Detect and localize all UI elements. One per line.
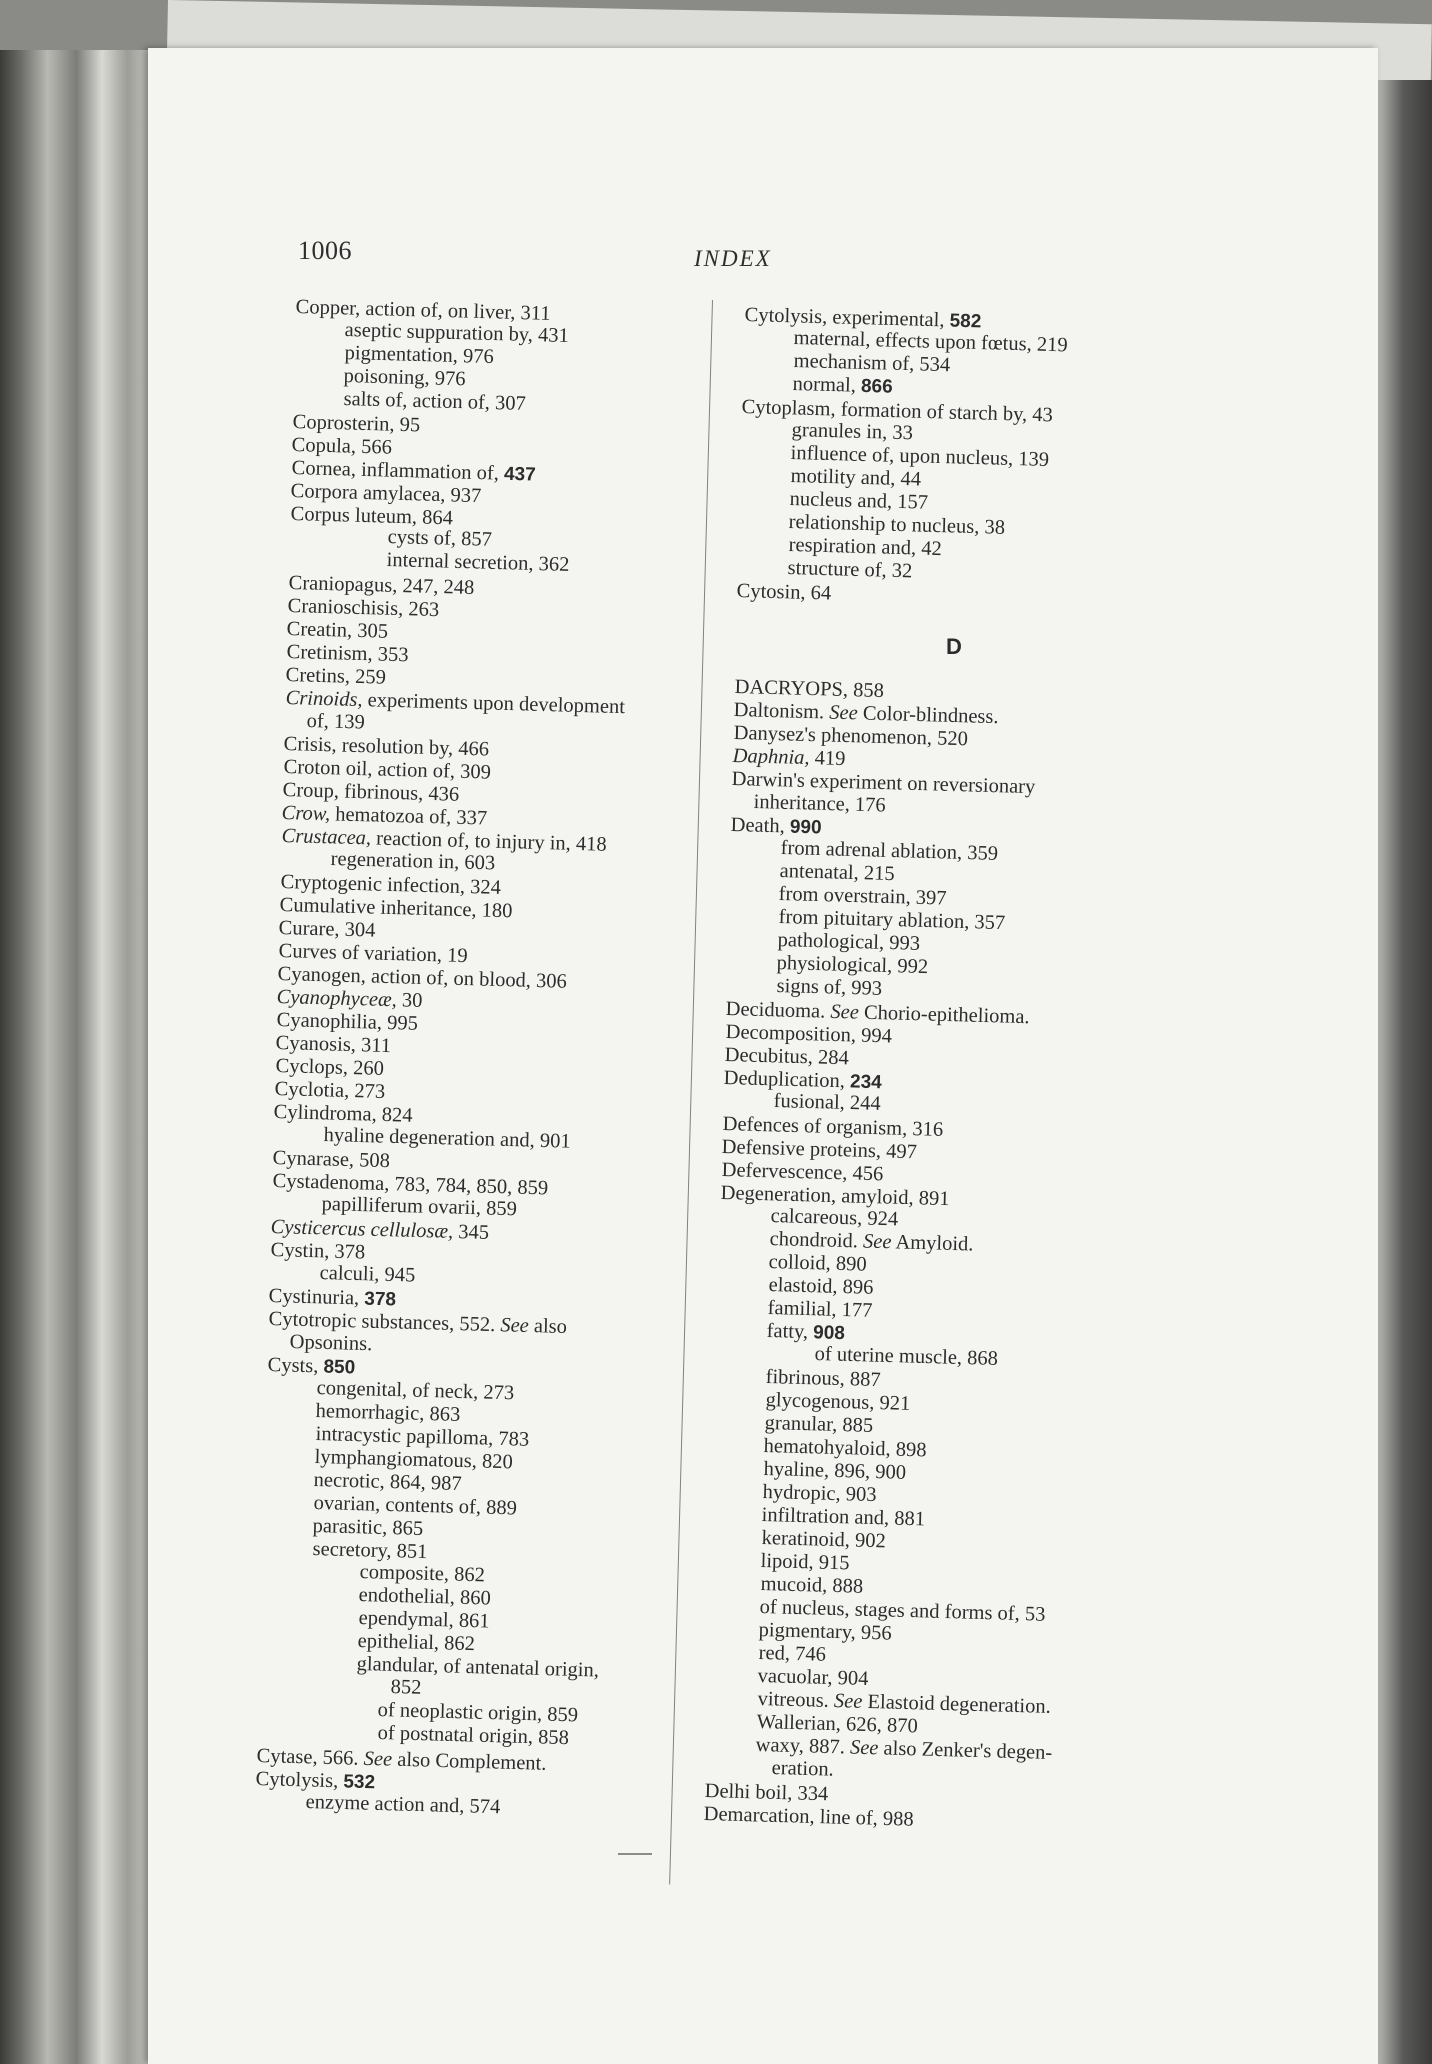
entry-see-target: Color-blindness. [857,702,1000,729]
entry-text: internal secretion, 362 [386,549,570,576]
entry-text: Corpora amylacea, 937 [290,480,482,508]
entry-text: granules in, 33 [791,419,914,445]
entry-text: granular, 885 [764,1412,874,1437]
page-number: 1006 [298,236,352,265]
entry-text: reaction of, to injury in, 418 [370,827,607,856]
entry-text: Defensive proteins, 497 [721,1136,918,1164]
entry-text: Death, [730,814,791,838]
entry-text: from pituitary ablation, 357 [778,906,1006,935]
index-entry [287,618,389,644]
index-entry [359,1561,485,1587]
entry-text: mechanism of, 534 [793,350,951,377]
entry-text: structure of, 32 [787,557,913,583]
entry-bold-page: 437 [503,463,536,486]
entry-text: Curare, 304 [278,917,377,942]
entry-text: mucoid, 888 [760,1573,864,1598]
entry-text: of nucleus, stages and forms of, 53 [759,1596,1046,1626]
entry-text: Cystinuria, [268,1285,366,1310]
entry-text: Cysts, [266,1354,324,1378]
entry-text: Deduplication, [723,1067,851,1093]
entry-see-ref: See [499,1314,529,1338]
entry-text: Creatin, 305 [286,618,389,643]
entry-text: hematohyaloid, 898 [763,1435,928,1462]
index-entry [770,1205,898,1231]
index-entry [730,814,821,839]
entry-text: Opsonins. [289,1331,373,1356]
entry-text: enzyme action and, 574 [305,1791,501,1819]
entry-italic-term: Crinoids, [284,687,363,712]
index-entry [390,1676,421,1700]
entry-text: salts of, action of, 307 [343,388,526,415]
index-entry [331,848,496,875]
entry-text: Coprosterin, 95 [292,411,421,437]
entry-bold-page: 866 [860,375,893,398]
index-entry [814,1343,998,1371]
entry-text: hematozoa of, 337 [330,803,488,830]
entry-text: physiological, 992 [776,952,929,979]
entry-text: infiltration and, 881 [761,1504,926,1531]
entry-text: Cytoplasm, formation of starch by, 43 [741,396,1054,427]
entry-italic-term: Cyanophyceæ, [276,986,398,1012]
entry-text: pathological, 993 [777,929,921,955]
entry-text: normal, [792,373,862,397]
index-entry [286,664,387,690]
index-entry [791,419,913,445]
index-entry [387,526,492,552]
entry-text: regeneration in, 603 [330,848,496,875]
book-page-edges [0,50,170,2064]
entry-text: influence of, upon nucleus, 139 [790,442,1050,471]
entry-text: Croton oil, action of, 309 [283,756,491,784]
entry-see-target: Chorio-epithelioma. [858,1001,1031,1029]
entry-text: calculi, 945 [319,1262,416,1287]
entry-text: colloid, 890 [768,1251,868,1276]
entry-text: nucleus and, 157 [789,488,929,514]
index-entry [275,1055,384,1081]
entry-text: Cylindroma, 824 [273,1101,414,1127]
entry-text: fatty, [766,1320,814,1344]
entry-text: papilliferum ovarii, 859 [321,1193,518,1221]
entry-text: 30 [396,989,424,1012]
entry-text: hyaline, 896, 900 [763,1458,907,1484]
entry-text: glycogenous, 921 [764,1389,911,1415]
index-entry [387,549,570,577]
entry-bold-page: 532 [343,1771,376,1794]
index-entry [306,710,365,735]
entry-text: Crisis, resolution by, 466 [283,733,490,761]
entry-text: fibrinous, 887 [765,1366,882,1392]
entry-text: Defervescence, 456 [721,1159,884,1186]
entry-text: Defences of organism, 316 [722,1113,944,1141]
index-entry [732,745,845,771]
entry-text: from adrenal ablation, 359 [779,837,998,865]
entry-text: of, 139 [306,710,365,734]
entry-see-target: Amyloid. [891,1231,974,1256]
entry-text: vitreous. [756,1688,834,1713]
index-entry [787,557,912,583]
entry-italic-term: Cysticercus cellulosæ, [270,1216,454,1243]
end-dash [618,1853,652,1855]
index-entry [761,1550,850,1575]
entry-text: waxy, 887. [755,1734,851,1759]
entry-text: of uterine muscle, 868 [814,1343,999,1370]
entry-text: poisoning, 976 [343,365,467,391]
entry-text: maternal, effects upon fœtus, 219 [793,327,1069,357]
entry-text: congenital, of neck, 273 [316,1377,515,1405]
entry-text: Decomposition, 994 [724,1021,892,1048]
section-letter: D [946,634,962,659]
index-entry [312,1538,427,1564]
index-entry [269,1285,397,1311]
index-entry [704,1780,828,1806]
entry-text: necrotic, 864, 987 [313,1469,463,1495]
entry-text: aseptic suppuration by, 431 [344,319,570,348]
index-entry [762,1481,876,1507]
entry-text: Cumulative inheritance, 180 [279,894,513,923]
entry-text: chondroid. [769,1228,864,1253]
entry-see-ref: See [862,1230,892,1254]
entry-text: Curves of variation, 19 [278,940,468,968]
entry-text: Cyclotia, 273 [274,1078,386,1103]
entry-see-ref: See [363,1747,393,1771]
entry-see-ref: See [849,1736,880,1760]
entry-text: of neoplastic origin, 859 [377,1699,579,1727]
entry-text: Cornea, inflammation of, [291,457,505,485]
entry-bold-page: 234 [850,1071,883,1094]
entry-text: ovarian, contents of, 889 [313,1492,517,1520]
entry-text: calcareous, 924 [769,1205,899,1231]
index-entry [270,1239,365,1265]
entry-text: secretory, 851 [311,1538,428,1564]
index-entry [290,1331,373,1356]
entry-text: respiration and, 42 [788,534,942,561]
index-entry [344,365,466,391]
index-entry [279,917,376,943]
entry-text: Cynarase, 508 [272,1147,391,1173]
index-entry [779,860,895,886]
entry-text: epithelial, 862 [357,1630,476,1656]
entry-text: Degeneration, amyloid, 891 [720,1182,950,1211]
entry-text: Cytosin, 64 [736,580,832,605]
index-entry [771,1757,834,1782]
entry-text: Cytolysis, [255,1768,345,1793]
index-entry [753,791,886,818]
entry-bold-page: 378 [364,1288,397,1311]
entry-text: Delhi boil, 334 [704,1780,829,1806]
index-entry [767,1320,846,1345]
index-entry [766,1366,882,1392]
entry-text: 419 [809,747,846,771]
entry-text: Cystadenoma, 783, 784, 850, 859 [271,1170,548,1200]
entry-text: Deciduoma. [725,998,831,1023]
entry-text: antenatal, 215 [779,860,895,886]
entry-text: Cryptogenic infection, 324 [279,871,501,899]
entry-text: Cranioschisis, 263 [287,595,440,622]
entry-text: Copula, 566 [291,434,393,459]
entry-text: experiments upon development [361,689,625,719]
index-entry [769,1251,868,1277]
entry-text: keratinoid, 902 [761,1527,886,1553]
entry-text: fusional, 244 [773,1090,881,1115]
entry-text: Cyclops, 260 [275,1055,384,1080]
entry-text: signs of, 993 [776,975,883,1000]
index-entry [758,1665,869,1691]
entry-text: Cystin, 378 [270,1239,366,1264]
entry-text: hemorrhagic, 863 [315,1400,461,1426]
entry-text: pigmentary, 956 [758,1619,893,1645]
entry-text: pigmentation, 976 [344,342,494,369]
entry-text: Craniopagus, 247, 248 [288,572,475,600]
entry-text: DACRYOPS, 858 [734,676,885,703]
entry-text: vacuolar, 904 [757,1665,869,1690]
entry-text: glandular, of antenatal origin, [356,1653,600,1682]
entry-italic-term: Daphnia, [732,745,810,770]
index-entry [776,975,882,1001]
entry-text: inheritance, 176 [753,791,886,817]
index-entry [773,1090,881,1116]
entry-bold-page: 850 [322,1356,356,1379]
index-entry [760,1573,863,1599]
entry-text: Cretinism, 353 [286,641,409,667]
entry-text: of postnatal origin, 858 [376,1722,569,1750]
entry-text: Wallerian, 626, 870 [756,1711,919,1738]
entry-text: endothelial, 860 [358,1584,492,1610]
entry-text: Cretins, 259 [285,664,387,689]
index-entry [292,434,393,460]
index-entry [267,1354,355,1379]
entry-text: 345 [453,1220,490,1244]
entry-italic-term: Crustacea, [281,825,372,850]
index-entry [343,388,526,416]
entry-text: Cytase, 566. [256,1745,364,1770]
entry-text: Corpus luteum, 864 [289,503,453,530]
entry-text: ependymal, 861 [358,1607,490,1633]
entry-see-ref: See [829,701,859,725]
index-entry [273,1147,391,1173]
entry-bold-page: 908 [813,1322,846,1345]
index-entry [724,1044,849,1070]
index-entry [313,1515,424,1541]
entry-text: Darwin's experiment on reversionary [731,768,1036,799]
entry-text: Cyanosis, 311 [275,1032,392,1058]
entry-text: intracystic papilloma, 783 [315,1423,530,1451]
index-entry [292,411,420,437]
index-entry [737,580,832,606]
entry-text: Croup, fibrinous, 436 [282,779,460,806]
running-head: INDEX [694,246,772,271]
entry-see-target: also Zenker's degen- [878,1737,1053,1765]
entry-text: eration. [771,1757,834,1781]
entry-text: from overstrain, 397 [778,883,948,910]
entry-text: cysts of, 857 [387,526,493,551]
entry-text: Cytolysis, experimental, [744,304,950,332]
entry-text: lipoid, 915 [760,1550,851,1575]
index-entry [764,1412,873,1438]
entry-text: lymphangiomatous, 820 [314,1446,514,1474]
entry-text: red, 746 [758,1642,826,1666]
entry-text: Danysez's phenomenon, 520 [732,722,968,751]
entry-text: Daltonism. [733,699,830,724]
entry-text: elastoid, 896 [768,1274,874,1299]
index-entry [274,1078,385,1104]
entry-text: familial, 177 [767,1297,873,1322]
entry-italic-term: Crow, [281,802,331,826]
index-entry [792,373,893,399]
index-entry [768,1274,873,1300]
entry-bold-page: 582 [949,310,982,333]
entry-see-target: Elastoid degeneration. [861,1690,1051,1718]
entry-text: Cyanophilia, 995 [276,1009,419,1035]
entry-text: parasitic, 865 [312,1515,424,1540]
entry-see-target: also [528,1315,568,1339]
entry-text: motility and, 44 [789,465,921,491]
entry-text: relationship to nucleus, 38 [788,511,1006,539]
entry-text: Cyanogen, action of, on blood, 306 [277,963,568,993]
entry-text: Demarcation, line of, 988 [703,1803,915,1831]
entry-text: 852 [390,1676,422,1699]
index-entry [319,1262,415,1288]
entry-text: Cytotropic substances, 552. [268,1308,501,1337]
index-entry [357,1630,475,1656]
entry-text: composite, 862 [359,1561,486,1587]
entry-text: hyaline degeneration and, 901 [323,1124,571,1153]
index-entry [758,1642,826,1667]
entry-see-ref: See [830,1000,860,1024]
index-entry [761,1527,886,1553]
entry-see-ref: See [833,1690,863,1713]
index-entry [286,641,408,667]
entry-see-target: also Complement. [391,1748,547,1775]
index-entry [276,1032,392,1058]
entry-text: Decubitus, 284 [724,1044,849,1070]
index-entry [767,1297,872,1323]
entry-bold-page: 990 [789,816,822,839]
entry-text: Copper, action of, on liver, 311 [295,296,551,325]
entry-text: hydropic, 903 [762,1481,877,1507]
